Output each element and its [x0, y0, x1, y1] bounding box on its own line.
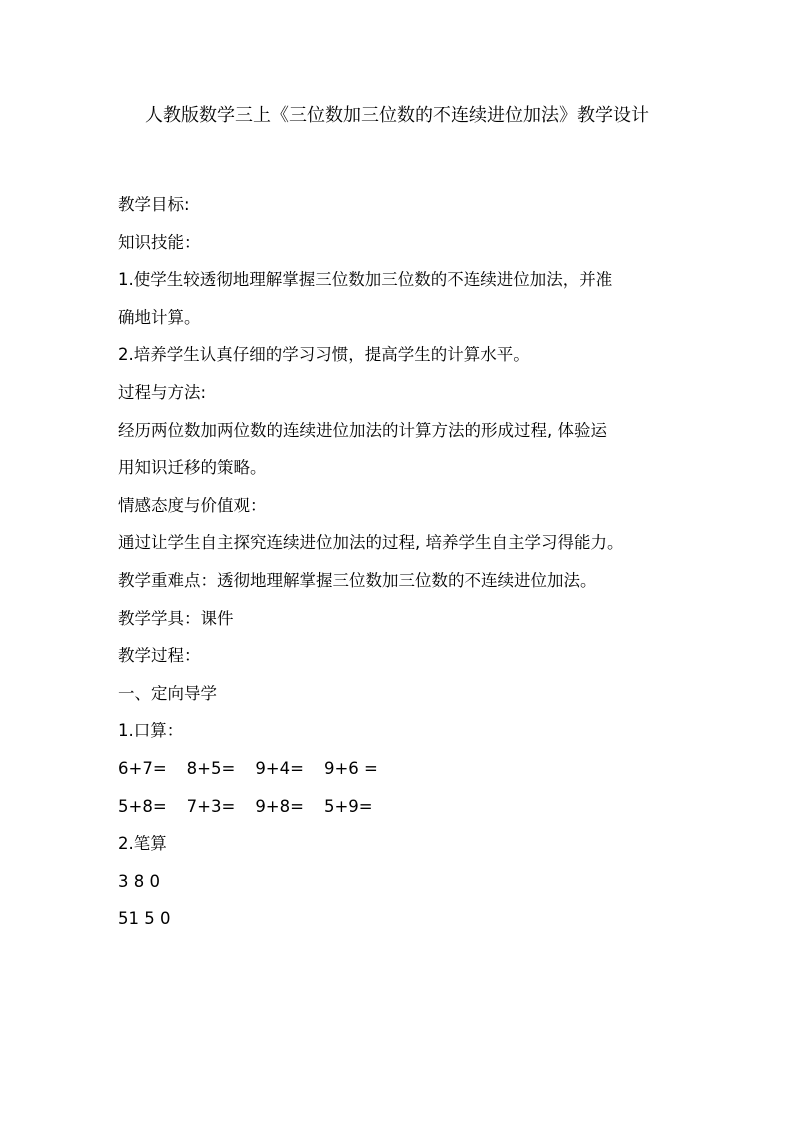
oral-problem: 9+4=: [255, 758, 304, 778]
section-heading-teaching-process: 教学过程：: [118, 646, 201, 666]
oral-problem: 9+6 =: [323, 758, 378, 778]
oral-problem: 9+8=: [255, 796, 304, 816]
oral-problem: 5+9=: [323, 796, 373, 816]
document-title: 人教版数学三上《三位数加三位数的不连续进位加法》教学设计: [145, 105, 649, 126]
oral-problem: 8+5=: [186, 758, 236, 778]
paragraph-process-cont: 用知识迁移的策略。: [118, 458, 267, 478]
subheading-written-calculation: 2.笔算: [118, 834, 167, 854]
section-heading-teaching-goals: 教学目标:: [118, 195, 190, 214]
paragraph-teaching-tools: 教学学具：课件: [118, 608, 234, 628]
subheading-attitude-values: 情感态度与价值观：: [118, 495, 267, 515]
oral-calculation-row-1: [118, 750, 682, 788]
paragraph-goal-2: 2.培养学生认真仔细的学习习惯，提高学生的计算水平。: [118, 345, 530, 365]
subheading-oral-calculation: 1.口算：: [118, 721, 184, 741]
paragraph-process: 经历两位数加两位数的连续进位加法的计算方法的形成过程, 体验运: [118, 420, 607, 440]
written-calculation-line-1: 3 8 0: [118, 871, 160, 891]
oral-problem: 6+7=: [118, 758, 167, 778]
oral-problem: 7+3=: [186, 796, 236, 816]
written-calculation-line-2: 51 5 0: [118, 909, 171, 929]
paragraph-goal-1-cont: 确地计算。: [118, 307, 201, 327]
paragraph-goal-1: 1.使学生较透彻地理解掌握三位数加三位数的不连续进位加法，并准: [118, 270, 613, 290]
subheading-process-method: 过程与方法:: [118, 382, 207, 402]
paragraph-key-points: 教学重难点：透彻地理解掌握三位数加三位数的不连续进位加法。: [118, 570, 597, 590]
paragraph-attitude: 通过让学生自主探究连续进位加法的过程, 培养学生自主学习得能力。: [118, 533, 624, 553]
document-body: [118, 186, 682, 938]
subheading-knowledge-skills: 知识技能：: [118, 232, 201, 252]
subheading-guided-learning: 一、定向导学: [118, 683, 217, 703]
oral-calculation-row-2: [118, 788, 682, 826]
oral-problem: 5+8=: [118, 796, 167, 816]
